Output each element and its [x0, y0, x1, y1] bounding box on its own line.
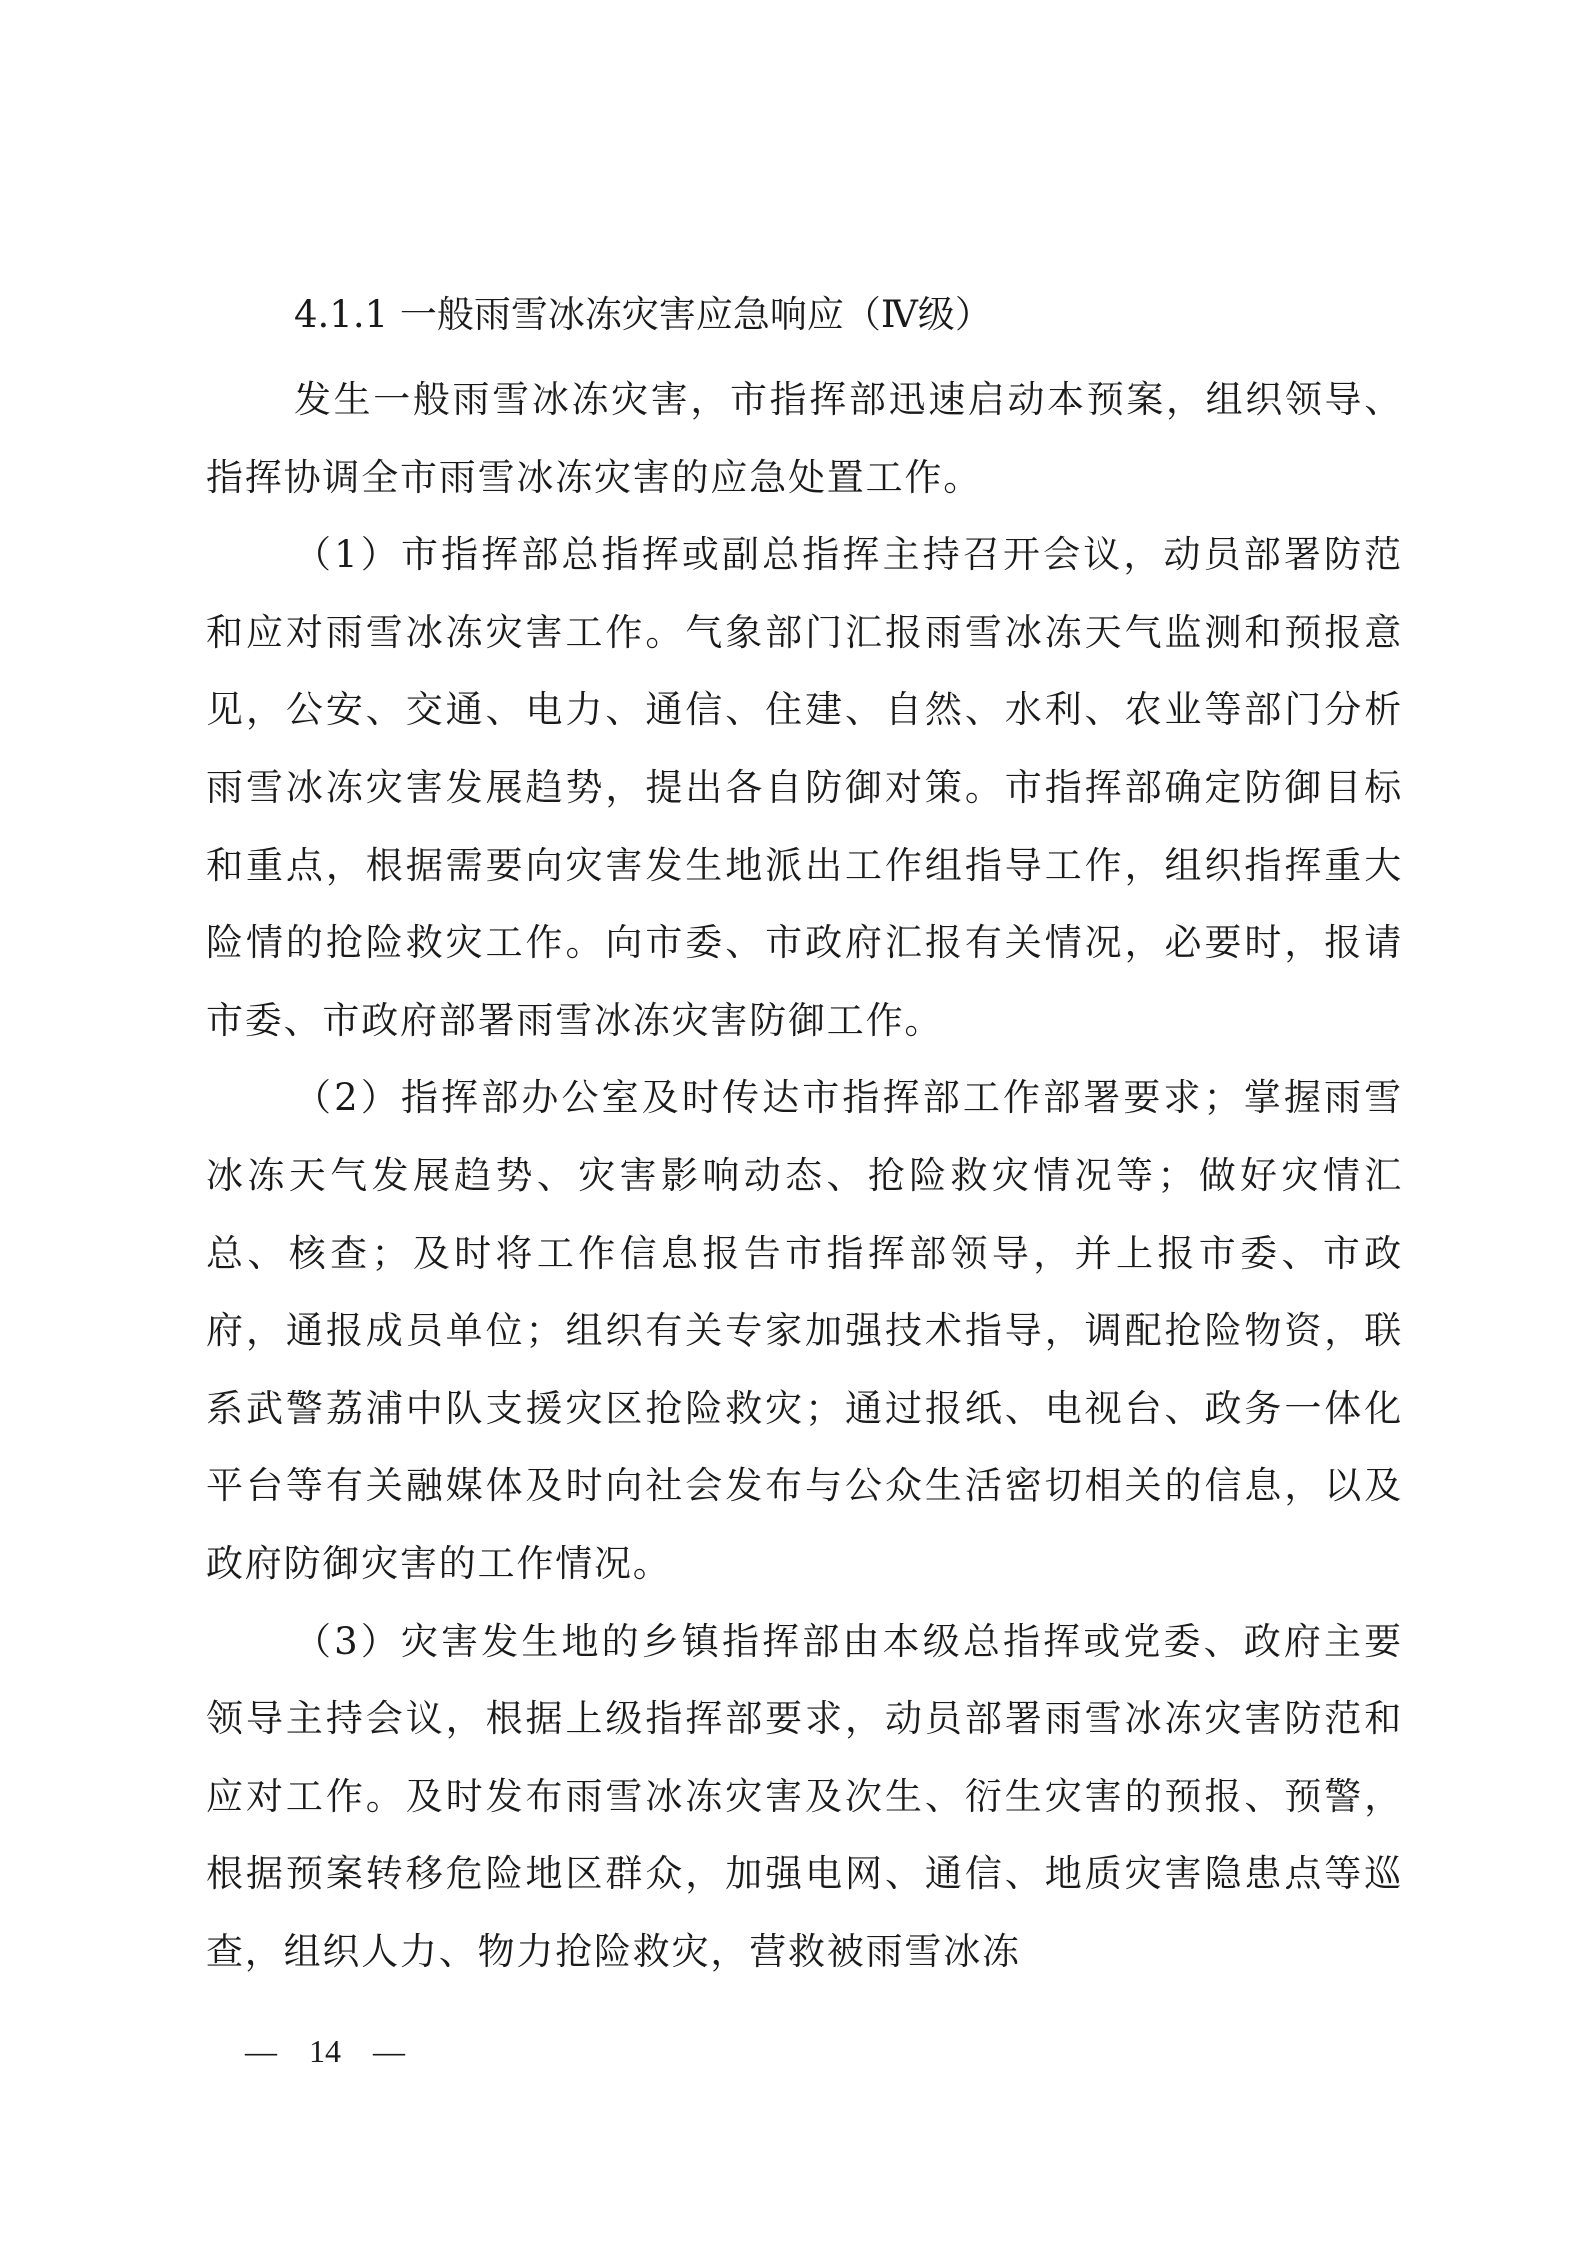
paragraph-item-2: （2）指挥部办公室及时传达市指挥部工作部署要求；掌握雨雪冰冻天气发展趋势、灾害影响动态、抢险救灾情况等；做好灾情汇总、核查；及时将工作信息报告市指挥部领导，并上报市委、市政府，通报成员单位；组织有关专家加强技术指导，调配抢险物资，联系武警荔浦中队支援灾区抢险救灾；通过报纸、电视台、政务一体化平台等有关融媒体及时向社会发布与公众生活密切相关的信息，以及政府防御灾害的工作情况。: [206, 1076, 1403, 1585]
section-heading: 4.1.1 一般雨雪冰冻灾害应急响应（Ⅳ级）: [294, 293, 992, 336]
body-text: [206, 361, 1403, 1990]
page-number: — 14 —: [245, 2033, 406, 2069]
paragraph-item-3: （3）灾害发生地的乡镇指挥部由本级总指挥或党委、政府主要领导主持会议，根据上级指挥部要求，动员部署雨雪冰冻灾害防范和应对工作。及时发布雨雪冰冻灾害及次生、衍生灾害的预报、预警，根据预案转移危险地区群众，加强电网、通信、地质灾害隐患点等巡查，组织人力、物力抢险救灾，营救被雨雪冰冻: [206, 1619, 1403, 1973]
paragraph-intro: 发生一般雨雪冰冻灾害，市指挥部迅速启动本预案，组织领导、指挥协调全市雨雪冰冻灾害的应急处置工作。: [206, 378, 1403, 499]
paragraph-item-1: （1）市指挥部总指挥或副总指挥主持召开会议，动员部署防范和应对雨雪冰冻灾害工作。气象部门汇报雨雪冰冻天气监测和预报意见，公安、交通、电力、通信、住建、自然、水利、农业等部门分析雨雪冰冻灾害发展趋势，提出各自防御对策。市指挥部确定防御目标和重点，根据需要向灾害发生地派出工作组指导工作，组织指挥重大险情的抢险救灾工作。向市委、市政府汇报有关情况，必要时，报请市委、市政府部署雨雪冰冻灾害防御工作。: [206, 533, 1403, 1042]
